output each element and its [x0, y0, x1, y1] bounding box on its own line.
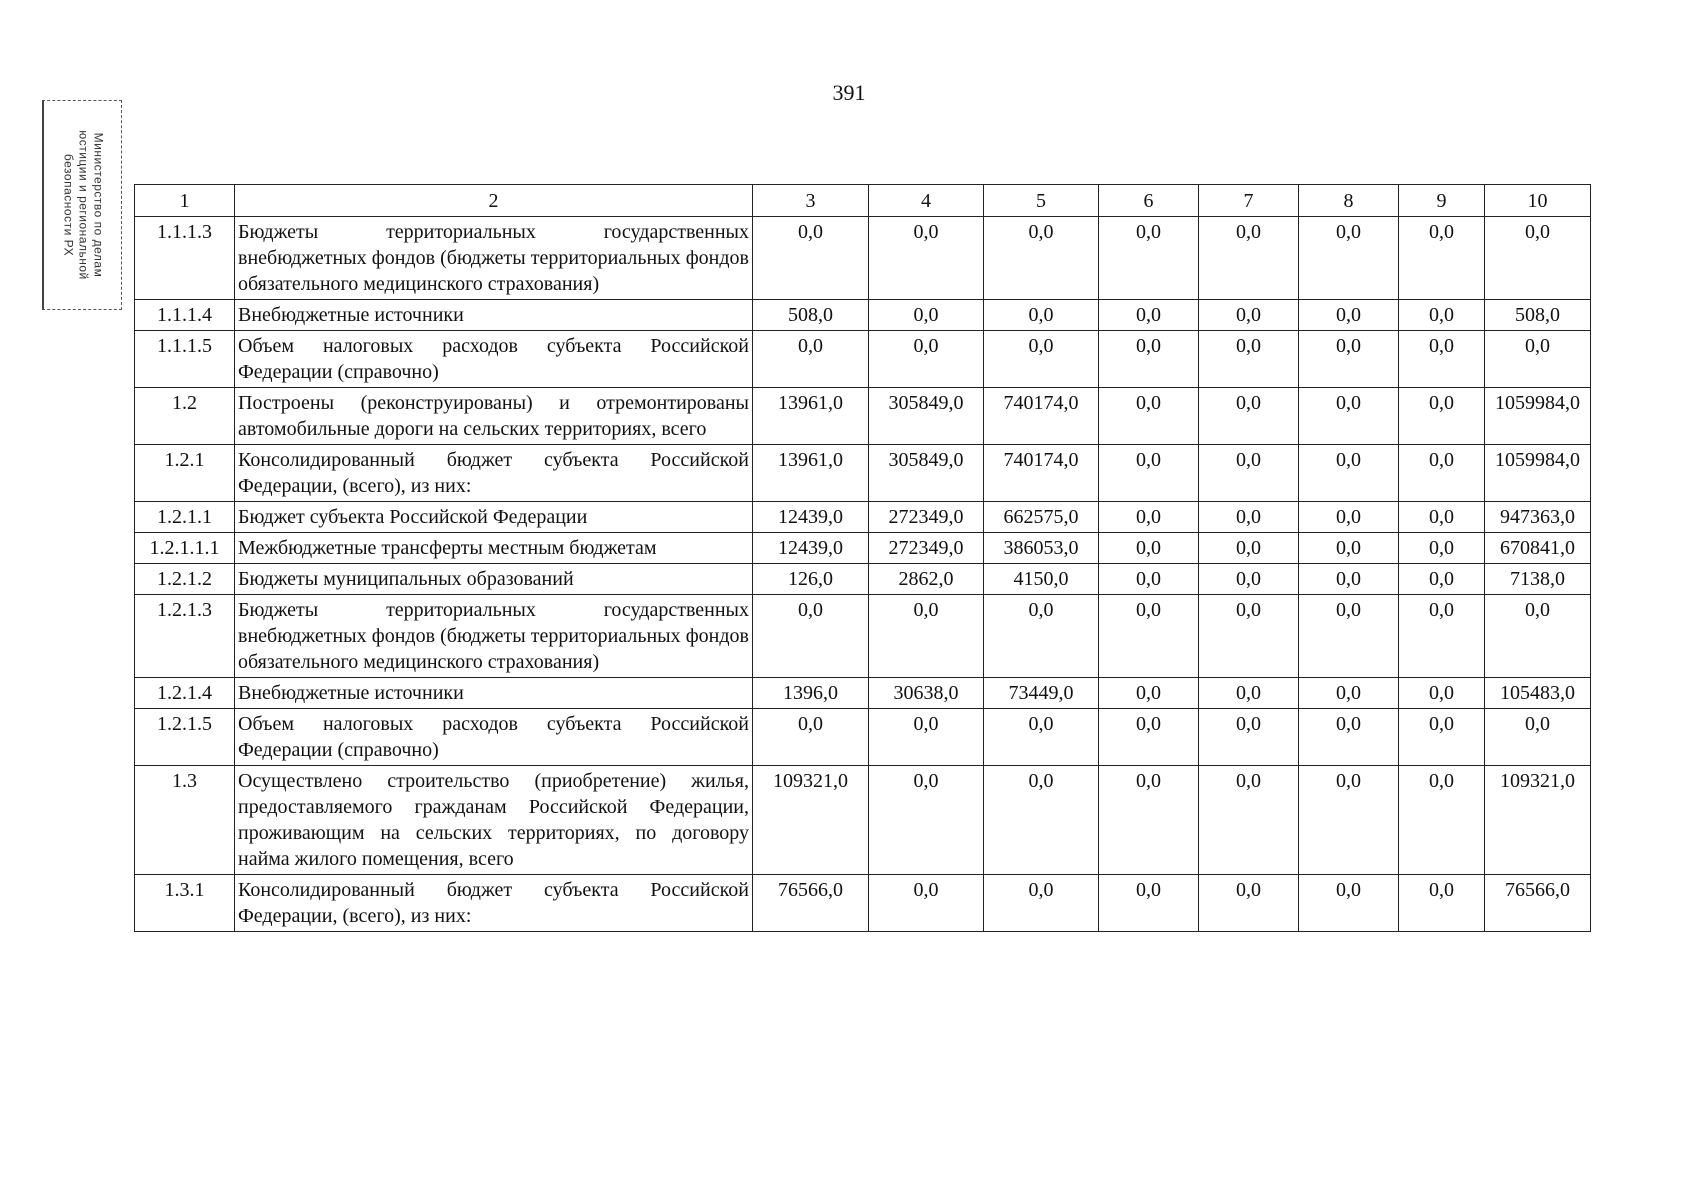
- value-cell: 0,0: [1299, 564, 1399, 595]
- value-cell: 0,0: [1299, 709, 1399, 766]
- column-header: 1: [135, 185, 235, 217]
- row-description-cell: Внебюджетные источники: [235, 678, 753, 709]
- value-cell: 0,0: [984, 875, 1099, 932]
- value-cell: 0,0: [753, 331, 869, 388]
- stamp-line: безопасности РХ: [61, 153, 75, 257]
- value-cell: 0,0: [1199, 300, 1299, 331]
- column-header: 3: [753, 185, 869, 217]
- value-cell: 947363,0: [1485, 502, 1591, 533]
- row-number-cell: 1.2: [135, 388, 235, 445]
- value-cell: 0,0: [1099, 502, 1199, 533]
- value-cell: 105483,0: [1485, 678, 1591, 709]
- row-description-cell: Бюджеты муниципальных образований: [235, 564, 753, 595]
- value-cell: 30638,0: [869, 678, 984, 709]
- value-cell: 0,0: [1299, 766, 1399, 875]
- value-cell: 0,0: [1485, 331, 1591, 388]
- value-cell: 272349,0: [869, 533, 984, 564]
- value-cell: 76566,0: [753, 875, 869, 932]
- value-cell: 0,0: [1299, 533, 1399, 564]
- value-cell: 0,0: [1099, 300, 1199, 331]
- value-cell: 0,0: [1099, 595, 1199, 678]
- row-description-cell: Бюджеты территориальных государственных внебюджетных фондов (бюджеты территориальных фондов обязательного медицинского страхования): [235, 595, 753, 678]
- value-cell: 740174,0: [984, 445, 1099, 502]
- value-cell: 0,0: [1099, 533, 1199, 564]
- table-row: [135, 217, 1591, 300]
- value-cell: 0,0: [1099, 331, 1199, 388]
- value-cell: 0,0: [1399, 709, 1485, 766]
- column-header: 2: [235, 185, 753, 217]
- value-cell: 0,0: [984, 595, 1099, 678]
- row-description-cell: Консолидированный бюджет субъекта Российской Федерации, (всего), из них:: [235, 875, 753, 932]
- value-cell: 0,0: [869, 217, 984, 300]
- row-description-cell: Межбюджетные трансферты местным бюджетам: [235, 533, 753, 564]
- value-cell: 0,0: [1099, 445, 1199, 502]
- table-row: [135, 388, 1591, 445]
- row-description-cell: Внебюджетные источники: [235, 300, 753, 331]
- value-cell: 0,0: [869, 331, 984, 388]
- value-cell: 0,0: [1199, 445, 1299, 502]
- row-number-cell: 1.2.1.2: [135, 564, 235, 595]
- value-cell: 126,0: [753, 564, 869, 595]
- row-description-cell: Бюджеты территориальных государственных внебюджетных фондов (бюджеты территориальных фондов обязательного медицинского страхования): [235, 217, 753, 300]
- value-cell: 0,0: [1199, 678, 1299, 709]
- value-cell: 0,0: [1399, 217, 1485, 300]
- column-header: 8: [1299, 185, 1399, 217]
- value-cell: 4150,0: [984, 564, 1099, 595]
- value-cell: 0,0: [1399, 331, 1485, 388]
- row-number-cell: 1.3.1: [135, 875, 235, 932]
- value-cell: 109321,0: [1485, 766, 1591, 875]
- value-cell: 12439,0: [753, 533, 869, 564]
- value-cell: 305849,0: [869, 388, 984, 445]
- value-cell: 0,0: [1399, 678, 1485, 709]
- value-cell: 0,0: [1399, 445, 1485, 502]
- value-cell: 272349,0: [869, 502, 984, 533]
- value-cell: 12439,0: [753, 502, 869, 533]
- row-description-cell: Объем налоговых расходов субъекта Российской Федерации (справочно): [235, 331, 753, 388]
- value-cell: 0,0: [1299, 502, 1399, 533]
- value-cell: 0,0: [1099, 388, 1199, 445]
- table-row: [135, 300, 1591, 331]
- value-cell: 0,0: [1399, 875, 1485, 932]
- value-cell: 0,0: [753, 709, 869, 766]
- row-number-cell: 1.3: [135, 766, 235, 875]
- value-cell: 0,0: [1399, 388, 1485, 445]
- value-cell: 662575,0: [984, 502, 1099, 533]
- table-row: [135, 331, 1591, 388]
- value-cell: 0,0: [869, 766, 984, 875]
- table-row: [135, 502, 1591, 533]
- value-cell: 0,0: [1299, 217, 1399, 300]
- value-cell: 0,0: [1199, 502, 1299, 533]
- value-cell: 0,0: [1099, 709, 1199, 766]
- value-cell: 0,0: [1099, 564, 1199, 595]
- column-header: 10: [1485, 185, 1591, 217]
- table-row: [135, 709, 1591, 766]
- row-number-cell: 1.2.1.1: [135, 502, 235, 533]
- value-cell: 0,0: [1199, 875, 1299, 932]
- value-cell: 0,0: [1399, 766, 1485, 875]
- value-cell: 305849,0: [869, 445, 984, 502]
- value-cell: 0,0: [869, 875, 984, 932]
- value-cell: 0,0: [1485, 217, 1591, 300]
- value-cell: 0,0: [869, 595, 984, 678]
- value-cell: 508,0: [1485, 300, 1591, 331]
- page-number: 391: [832, 80, 866, 105]
- value-cell: 0,0: [1485, 595, 1591, 678]
- value-cell: 508,0: [753, 300, 869, 331]
- row-number-cell: 1.2.1.3: [135, 595, 235, 678]
- value-cell: 13961,0: [753, 445, 869, 502]
- column-header: 9: [1399, 185, 1485, 217]
- table-body: [135, 217, 1591, 932]
- row-number-cell: 1.1.1.5: [135, 331, 235, 388]
- value-cell: 0,0: [1199, 564, 1299, 595]
- value-cell: 0,0: [1299, 388, 1399, 445]
- value-cell: 1059984,0: [1485, 445, 1591, 502]
- value-cell: 386053,0: [984, 533, 1099, 564]
- value-cell: 0,0: [1399, 533, 1485, 564]
- value-cell: 76566,0: [1485, 875, 1591, 932]
- column-header: 4: [869, 185, 984, 217]
- registration-stamp: [42, 100, 122, 310]
- stamp-line: юстиции и региональной: [76, 130, 90, 280]
- budget-table: [134, 184, 1591, 932]
- value-cell: 0,0: [1199, 331, 1299, 388]
- value-cell: 1059984,0: [1485, 388, 1591, 445]
- value-cell: 0,0: [1299, 595, 1399, 678]
- table-row: [135, 533, 1591, 564]
- value-cell: 0,0: [1199, 709, 1299, 766]
- value-cell: 0,0: [1199, 766, 1299, 875]
- value-cell: 0,0: [1399, 502, 1485, 533]
- row-number-cell: 1.2.1.4: [135, 678, 235, 709]
- value-cell: 0,0: [984, 766, 1099, 875]
- value-cell: 0,0: [1485, 709, 1591, 766]
- row-description-cell: Осуществлено строительство (приобретение) жилья, предоставляемого гражданам Российской Федерации, проживающим на сельских территориях, по договору найма жилого помещения, всего: [235, 766, 753, 875]
- stamp-line: Министерство по делам: [91, 132, 105, 278]
- row-number-cell: 1.2.1.1.1: [135, 533, 235, 564]
- value-cell: 0,0: [1099, 678, 1199, 709]
- value-cell: 0,0: [1399, 595, 1485, 678]
- row-description-cell: Бюджет субъекта Российской Федерации: [235, 502, 753, 533]
- value-cell: 0,0: [984, 331, 1099, 388]
- value-cell: 13961,0: [753, 388, 869, 445]
- value-cell: 0,0: [1099, 766, 1199, 875]
- row-number-cell: 1.2.1.5: [135, 709, 235, 766]
- value-cell: 740174,0: [984, 388, 1099, 445]
- column-header: 7: [1199, 185, 1299, 217]
- value-cell: 0,0: [1199, 388, 1299, 445]
- table-row: [135, 766, 1591, 875]
- value-cell: 0,0: [1099, 217, 1199, 300]
- row-description-cell: Консолидированный бюджет субъекта Российской Федерации, (всего), из них:: [235, 445, 753, 502]
- row-number-cell: 1.2.1: [135, 445, 235, 502]
- table-row: [135, 595, 1591, 678]
- value-cell: 0,0: [1299, 331, 1399, 388]
- value-cell: 0,0: [1399, 564, 1485, 595]
- value-cell: 670841,0: [1485, 533, 1591, 564]
- value-cell: 0,0: [1099, 875, 1199, 932]
- column-header: 5: [984, 185, 1099, 217]
- value-cell: 7138,0: [1485, 564, 1591, 595]
- table-row: [135, 875, 1591, 932]
- column-header: 6: [1099, 185, 1199, 217]
- value-cell: 0,0: [1299, 875, 1399, 932]
- value-cell: 2862,0: [869, 564, 984, 595]
- table-row: [135, 564, 1591, 595]
- value-cell: 73449,0: [984, 678, 1099, 709]
- row-description-cell: Построены (реконструированы) и отремонтированы автомобильные дороги на сельских территориях, всего: [235, 388, 753, 445]
- value-cell: 0,0: [869, 709, 984, 766]
- table-row: [135, 445, 1591, 502]
- table-row: [135, 678, 1591, 709]
- value-cell: 0,0: [1399, 300, 1485, 331]
- value-cell: 0,0: [753, 595, 869, 678]
- value-cell: 0,0: [984, 217, 1099, 300]
- value-cell: 0,0: [984, 300, 1099, 331]
- value-cell: 0,0: [1199, 217, 1299, 300]
- value-cell: 0,0: [869, 300, 984, 331]
- row-number-cell: 1.1.1.4: [135, 300, 235, 331]
- value-cell: 0,0: [1299, 445, 1399, 502]
- value-cell: 109321,0: [753, 766, 869, 875]
- value-cell: 0,0: [753, 217, 869, 300]
- value-cell: 0,0: [1199, 595, 1299, 678]
- value-cell: 0,0: [1299, 300, 1399, 331]
- value-cell: 0,0: [1199, 533, 1299, 564]
- value-cell: 0,0: [1299, 678, 1399, 709]
- row-description-cell: Объем налоговых расходов субъекта Российской Федерации (справочно): [235, 709, 753, 766]
- header-row: [135, 185, 1591, 217]
- row-number-cell: 1.1.1.3: [135, 217, 235, 300]
- value-cell: 0,0: [984, 709, 1099, 766]
- value-cell: 1396,0: [753, 678, 869, 709]
- stamp-text: [60, 105, 105, 305]
